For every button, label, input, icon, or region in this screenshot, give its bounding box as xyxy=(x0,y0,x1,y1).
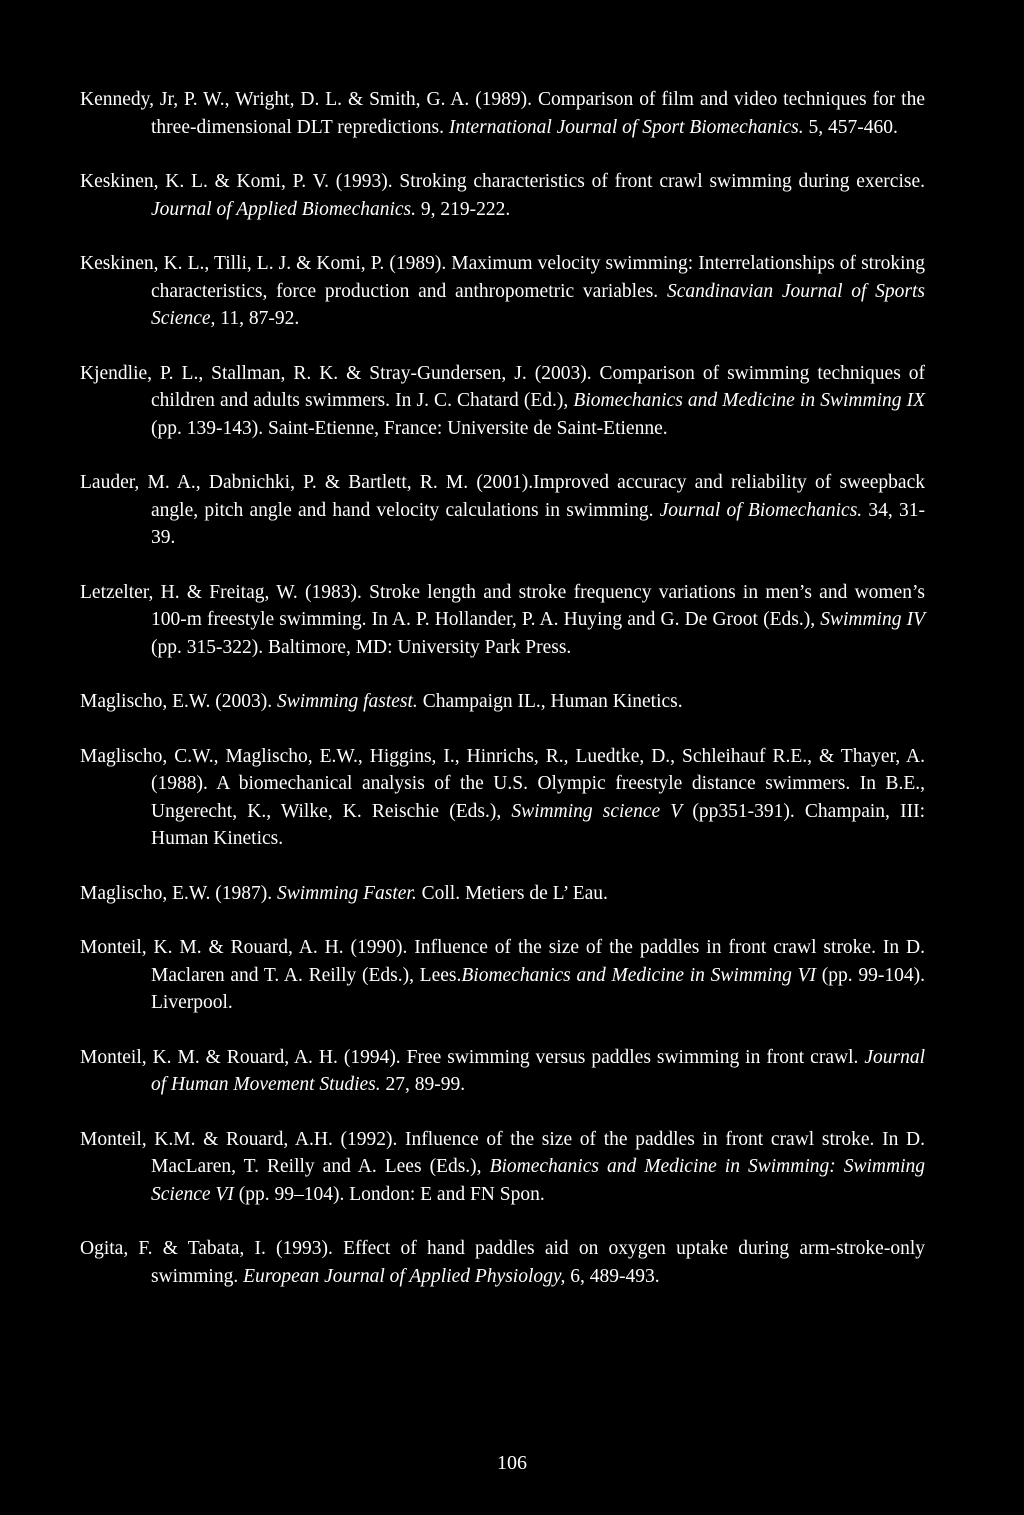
page-number: 106 xyxy=(497,1452,527,1474)
reference-entry xyxy=(80,86,925,141)
reference-entry xyxy=(80,168,925,223)
reference-title-italic: European Journal of Applied Physiology, xyxy=(243,1265,566,1287)
reference-title-italic: International Journal of Sport Biomechanics. xyxy=(448,116,804,138)
reference-entry xyxy=(80,934,925,1017)
reference-text: Coll. Metiers de L’ Eau. xyxy=(416,882,608,904)
reference-text: Maglischo, C.W., Maglischo, E.W., Higgins, I., Hinrichs, R., Luedtke, D., Schleihauf R.E., & Thayer, A. (1988). A biomechanical analysis of the U.S. Olympic freestyle distance swimmers. In B.E., Ungerecht, K., Wilke, K. Reischie (Eds.), xyxy=(80,745,925,822)
reference-text: (pp. 99-104). Liverpool. xyxy=(151,964,925,1013)
reference-title-italic: Journal of Applied Biomechanics. xyxy=(151,198,417,220)
reference-text: Champaign IL., Human Kinetics. xyxy=(417,691,683,712)
reference-text: Lauder, M. A., Dabnichki, P. & Bartlett, R. M. (2001).Improved accuracy and reliability of sweepback angle, pitch angle and hand velocity calculations in swimming. xyxy=(80,472,925,521)
reference-entry xyxy=(80,579,925,662)
reference-text: (pp. 139-143). Saint-Etienne, France: Universite de Saint-Etienne. xyxy=(151,417,668,439)
reference-text: Monteil, K. M. & Rouard, A. H. (1994). Free swimming versus paddles swimming in front crawl. xyxy=(80,1046,865,1068)
reference-title-italic: Biomechanics and Medicine in Swimming VI xyxy=(461,964,817,986)
reference-text: Keskinen, K. L. & Komi, P. V. (1993). Stroking characteristics of front crawl swimming during exercise. xyxy=(80,171,925,192)
reference-title-italic: Swimming Faster. xyxy=(276,882,417,904)
reference-text: 11, 87-92. xyxy=(215,308,300,329)
reference-text: Monteil, K. M. & Rouard, A. H. (1990). Influence of the size of the paddles in front crawl stroke. In D. Maclaren and T. A. Reilly (Eds.), Lees. xyxy=(80,937,925,986)
reference-entry xyxy=(80,250,925,333)
reference-text: (pp351-391). Champain, III: Human Kinetics. xyxy=(151,800,925,849)
reference-entry xyxy=(80,1044,925,1099)
reference-entry xyxy=(80,360,925,443)
reference-text: 6, 489-493. xyxy=(565,1265,660,1287)
reference-text: 5, 457-460. xyxy=(803,116,898,138)
reference-text: Letzelter, H. & Freitag, W. (1983). Stroke length and stroke frequency variations in men’s and women’s 100-m freestyle swimming. In A. P. Hollander, P. A. Huying and G. De Groot (Eds.), xyxy=(80,581,925,630)
reference-title-italic: Swimming fastest. xyxy=(276,691,418,712)
reference-entry xyxy=(80,1126,925,1209)
reference-entry xyxy=(80,469,925,552)
reference-text: (pp. 315-322). Baltimore, MD: University Park Press. xyxy=(151,636,572,658)
reference-text: Ogita, F. & Tabata, I. (1993). Effect of hand paddles aid on oxygen uptake during arm-stroke-only swimming. xyxy=(80,1238,925,1287)
reference-title-italic: Swimming science V xyxy=(511,800,683,822)
reference-title-italic: Scandinavian Journal of Sports Science, xyxy=(151,280,925,329)
reference-text: Monteil, K.M. & Rouard, A.H. (1992). Influence of the size of the paddles in front crawl stroke. In D. MacLaren, T. Reilly and A. Lees (Eds.), xyxy=(80,1128,925,1177)
reference-title-italic: Biomechanics and Medicine in Swimming IX xyxy=(573,390,926,411)
reference-entry xyxy=(80,743,925,853)
reference-text: Maglischo, E.W. (2003). xyxy=(80,691,277,712)
reference-text: Maglischo, E.W. (1987). xyxy=(80,882,277,904)
reference-entry xyxy=(80,1235,925,1290)
reference-text: Kennedy, Jr, P. W., Wright, D. L. & Smith, G. A. (1989). Comparison of film and video techniques for the three-dimensional DLT repredictions. xyxy=(80,89,925,138)
reference-text: Keskinen, K. L., Tilli, L. J. & Komi, P. (1989). Maximum velocity swimming: Interrelationships of stroking characteristics, force production and anthropometric variables. xyxy=(80,253,925,302)
reference-text: 9, 219-222. xyxy=(416,198,511,220)
reference-text: (pp. 99–104). London: E and FN Spon. xyxy=(233,1183,545,1205)
reference-list xyxy=(80,86,925,1317)
reference-title-italic: Swimming IV xyxy=(820,609,925,630)
reference-text: 27, 89-99. xyxy=(380,1074,466,1095)
reference-text: Kjendlie, P. L., Stallman, R. K. & Stray-Gundersen, J. (2003). Comparison of swimming techniques of children and adults swimmers. In J. C. Chatard (Ed.), xyxy=(80,362,925,411)
reference-entry xyxy=(80,880,925,908)
reference-title-italic: Journal of Biomechanics. xyxy=(659,499,863,521)
reference-text: 34, 31-39. xyxy=(151,499,925,548)
reference-title-italic: Biomechanics and Medicine in Swimming: Swimming Science VI xyxy=(151,1156,925,1205)
reference-title-italic: Journal of Human Movement Studies. xyxy=(151,1046,925,1095)
reference-entry xyxy=(80,688,925,716)
